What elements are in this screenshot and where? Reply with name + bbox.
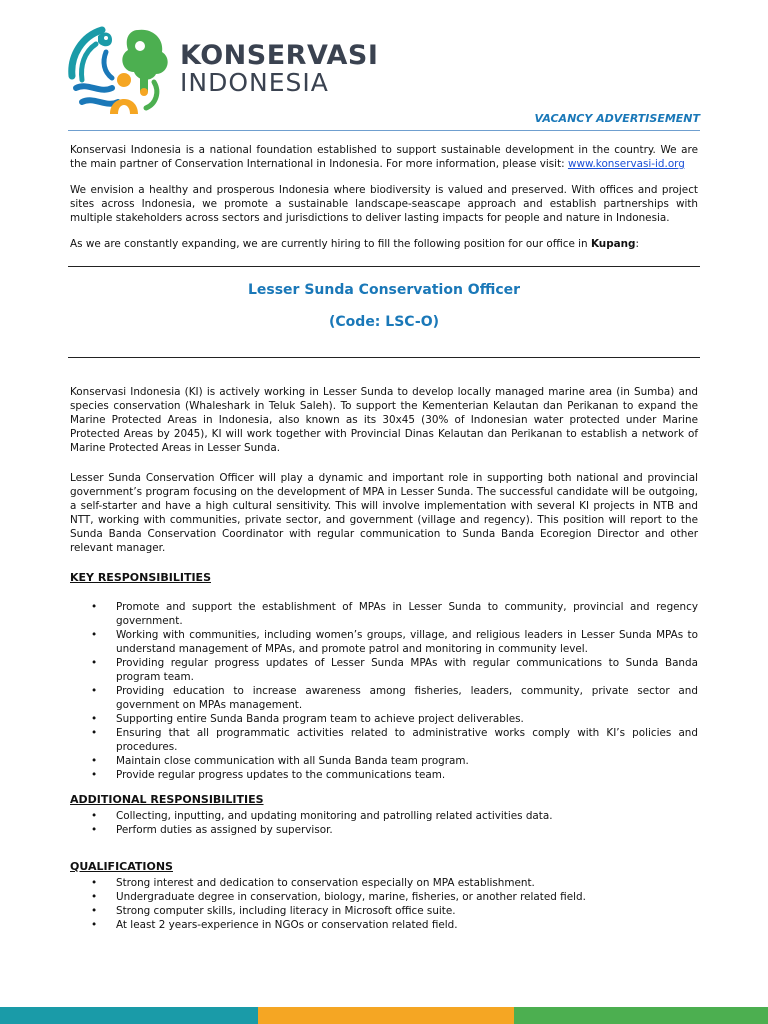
title-bottom-divider — [68, 357, 700, 358]
vacancy-advertisement-label: VACANCY ADVERTISEMENT — [534, 112, 700, 125]
list-item: • Provide regular progress updates to the communications team. — [70, 768, 698, 782]
description-paragraph-2: Lesser Sunda Conservation Officer will play a dynamic and important role in supporting both national and provincial government’s program focusing on the development of MPA in Lesser Sunda. The successful candidate will be outgoing, a self-starter and have a high cultural sensitivity. This will involve implementation with several KI projects in NTB and NTT, working with communities, private sector, and government (village and regency). This position will report to the Sunda Banda Conservation Coordinator with regular communication to Sunda Banda Ecoregion Director and other relevant manager. — [70, 472, 698, 554]
description-paragraph-1: Konservasi Indonesia (KI) is actively working in Lesser Sunda to develop locally managed marine area (in Sumba) and species conservation (Whaleshark in Teluk Saleh). To support the Kementerian Kelautan dan Perikanan to expand the Marine Protected Areas in Indonesia, also known as its 30x45 (30% of Indonesian water protected under Marine Protected Areas by 2045), KI will work together with Provincial Dinas Kelautan dan Perikanan to establish a network of Marine Protected Areas in Lesser Sunda. — [70, 386, 698, 454]
footer-bar-teal — [0, 1007, 258, 1024]
list-item: • Collecting, inputting, and updating monitoring and patrolling related activities data. — [70, 809, 698, 823]
position-title: Lesser Sunda Conservation Officer — [247, 282, 521, 298]
brand-name-line1: KONSERVASI — [180, 40, 379, 71]
list-item: • Ensuring that all programmatic activities related to administrative works comply with KI’s policies and procedures. — [70, 726, 698, 754]
position-code: (Code: LSC-O) — [329, 314, 439, 330]
intro-text: Konservasi Indonesia is a national foundation established to support sustainable development in the country. We are the main partner of Conservation International in Indonesia. For more information, please visit: — [70, 144, 698, 170]
website-link[interactable]: www.konservasi-id.org — [567, 158, 685, 170]
office-location: Kupang — [590, 238, 636, 250]
brand-name-line2: INDONESIA — [180, 68, 329, 97]
logo-emblem-icon — [68, 22, 176, 116]
key-responsibilities-list — [70, 600, 698, 782]
header-divider — [68, 130, 700, 131]
hiring-text-end: : — [635, 238, 640, 250]
qualifications-heading: QUALIFICATIONS — [70, 860, 173, 873]
list-item: • Providing regular progress updates of Lesser Sunda MPAs with regular communications to Sunda Banda program team. — [70, 656, 698, 684]
footer-bar-green — [514, 1007, 768, 1024]
list-item: • Working with communities, including women’s groups, village, and religious leaders in Lesser Sunda MPAs to understand management of MPAs, and promote patrol and monitoring in community level. — [70, 628, 698, 656]
list-item: • Strong interest and dedication to conservation especially on MPA establishment. — [70, 876, 698, 890]
list-item: • Undergraduate degree in conservation, biology, marine, fisheries, or another related field. — [70, 890, 698, 904]
additional-responsibilities-list — [70, 809, 698, 837]
hiring-text: As we are constantly expanding, we are currently hiring to fill the following position for our office in — [70, 238, 591, 250]
list-item: • Perform duties as assigned by supervisor. — [70, 823, 698, 837]
footer-bar-orange — [258, 1007, 514, 1024]
list-item: • Promote and support the establishment of MPAs in Lesser Sunda to community, provincial and regency government. — [70, 600, 698, 628]
key-responsibilities-heading: KEY RESPONSIBILITIES — [70, 571, 211, 584]
intro-paragraph-1 — [70, 143, 698, 171]
intro-paragraph-2: We envision a healthy and prosperous Indonesia where biodiversity is valued and preserved. With offices and project sites across Indonesia, we promote a sustainable landscape-seascape approach and establish partnerships with multiple stakeholders across sectors and jurisdictions to deliver lasting impacts for people and nature in Indonesia. — [70, 184, 698, 224]
intro-paragraph-3 — [70, 237, 698, 251]
title-top-divider — [68, 266, 700, 267]
list-item: • Strong computer skills, including literacy in Microsoft office suite. — [70, 904, 698, 918]
list-item: • Providing education to increase awareness among fisheries, leaders, community, private sector and government on MPAs management. — [70, 684, 698, 712]
qualifications-list — [70, 876, 698, 932]
list-item: • Supporting entire Sunda Banda program team to achieve project deliverables. — [70, 712, 698, 726]
additional-responsibilities-heading: ADDITIONAL RESPONSIBILITIES — [70, 793, 264, 806]
list-item: • Maintain close communication with all Sunda Banda team program. — [70, 754, 698, 768]
list-item: • At least 2 years-experience in NGOs or conservation related field. — [70, 918, 698, 932]
konservasi-indonesia-logo — [68, 22, 379, 116]
